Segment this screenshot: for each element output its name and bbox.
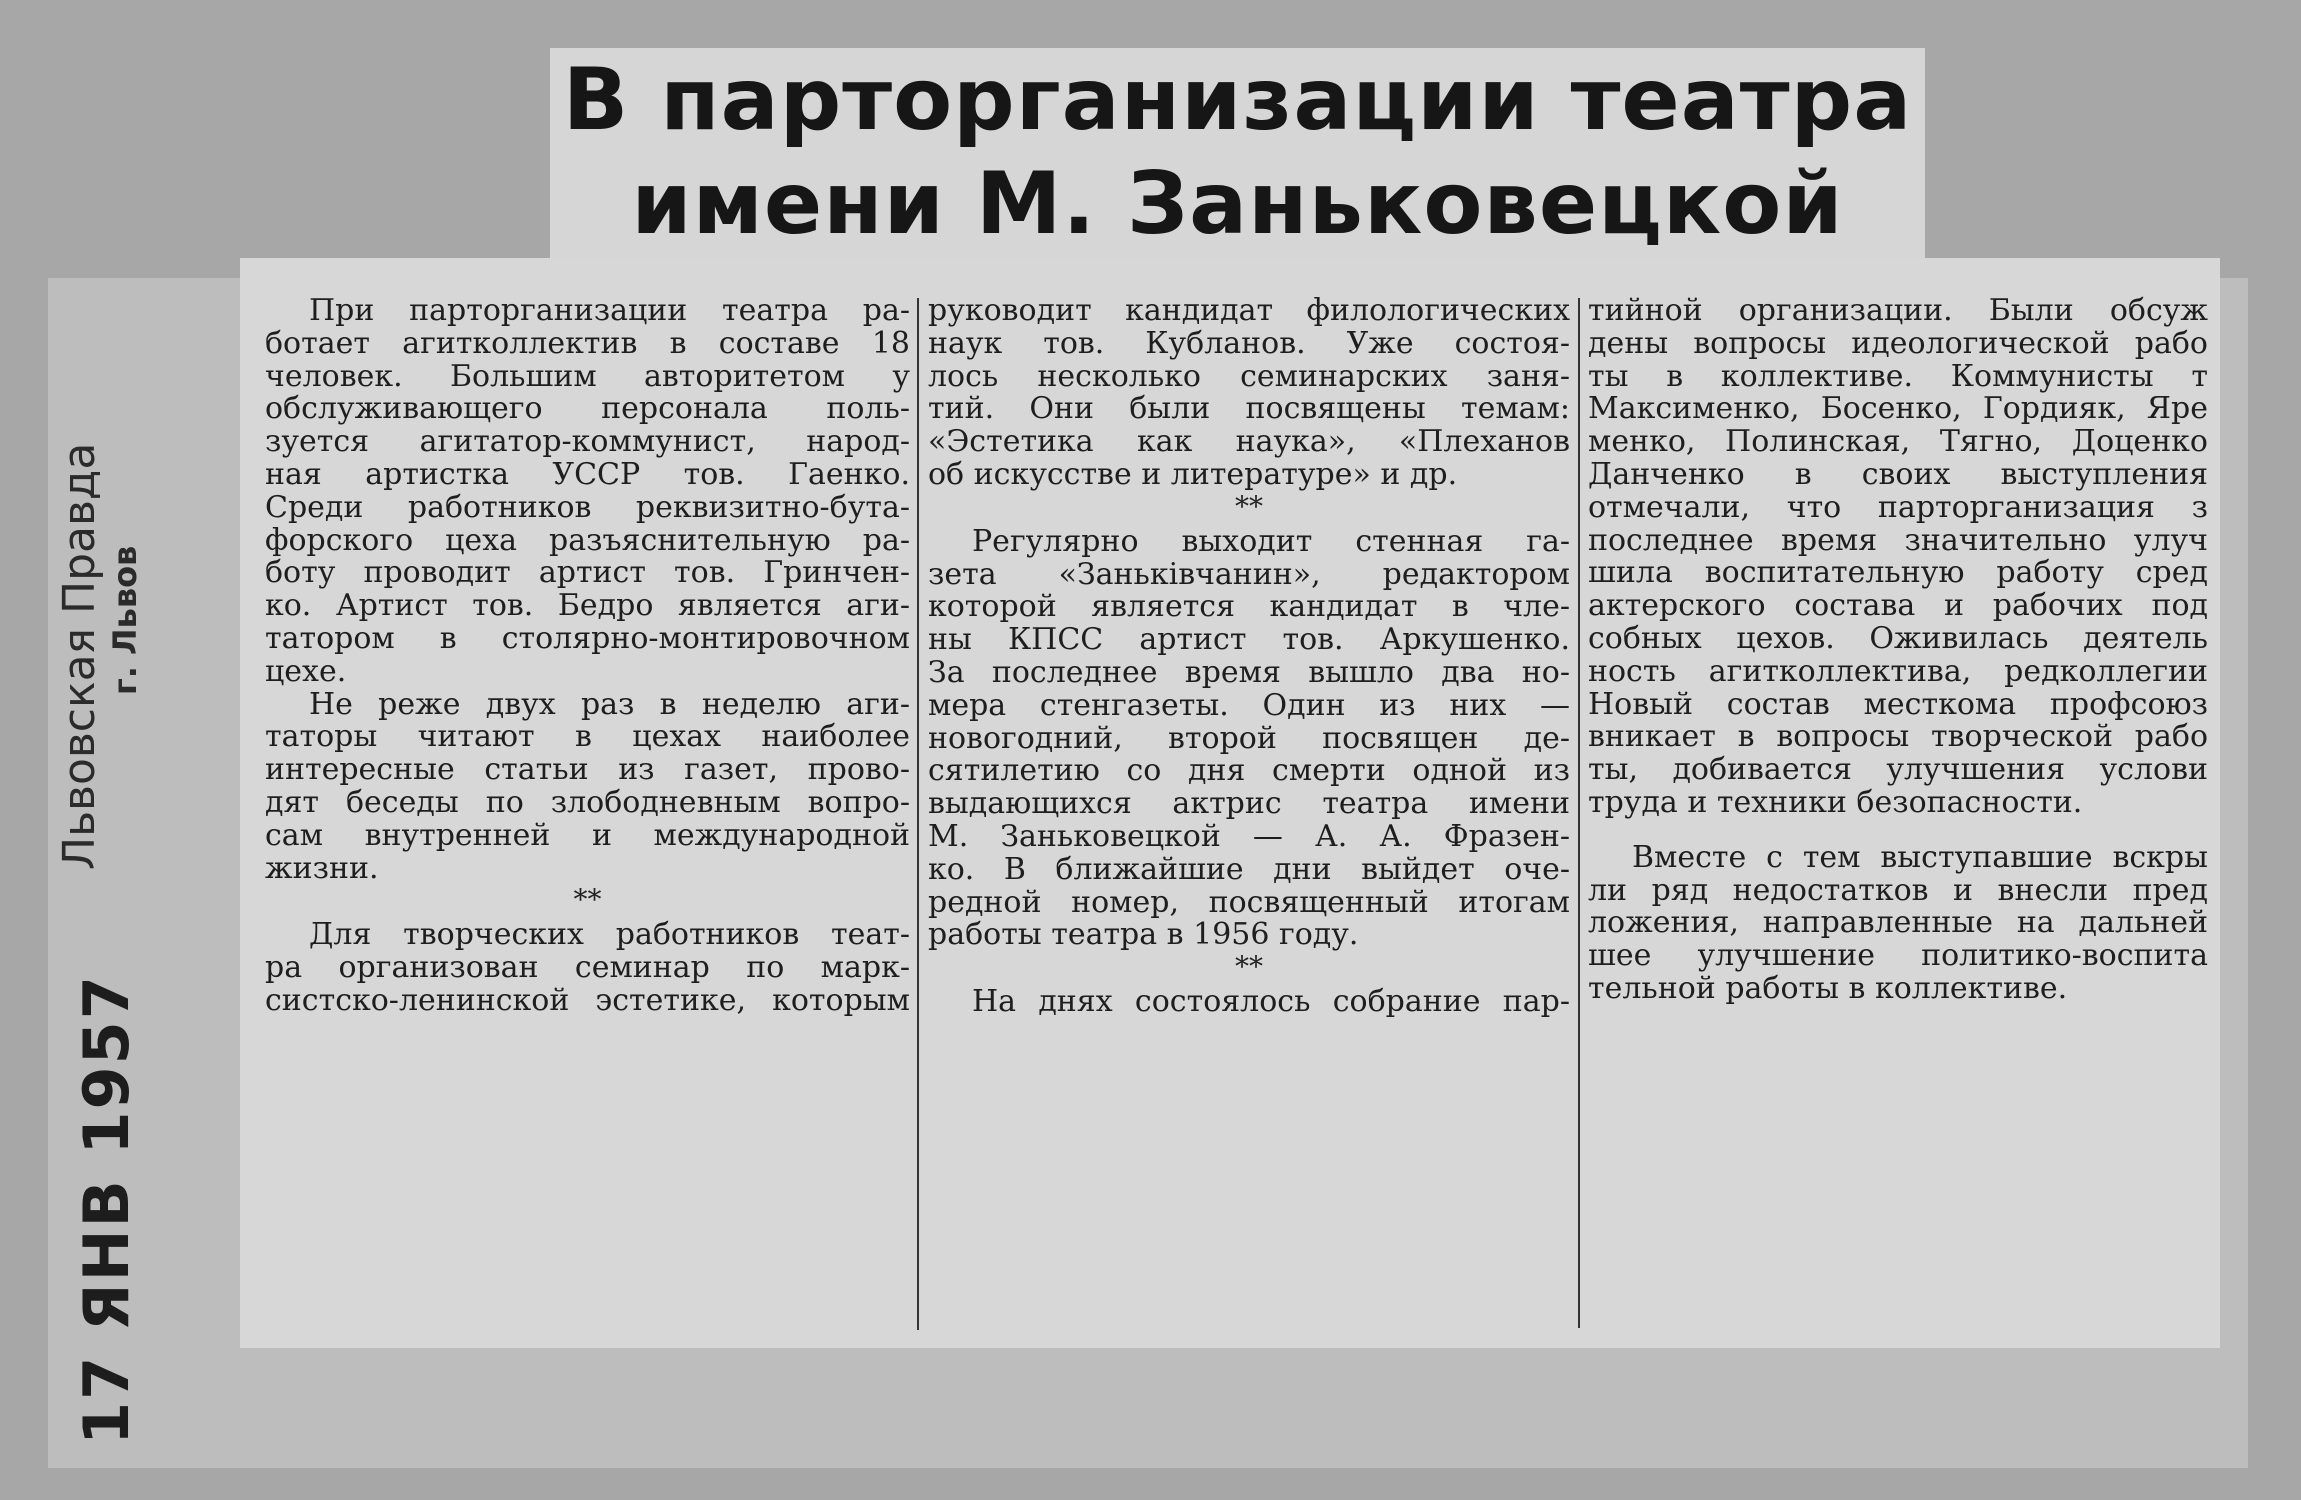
text-line: Регулярно выходит стенная га-: [972, 523, 1570, 559]
text-line: ты в коллективе. Коммунисты т: [1588, 358, 2208, 394]
text-line: сятилетию со дня смерти одной из: [928, 753, 1570, 789]
section-separator: **: [1235, 950, 1263, 984]
newspaper-name: Львовская Правда: [54, 442, 105, 870]
text-line: Не реже двух раз в неделю аги-: [309, 686, 910, 722]
text-line: таторы читают в цехах наиболее: [265, 719, 910, 755]
column-rule-2: [1578, 298, 1580, 1328]
text-line: новогодний, второй посвящен де-: [928, 720, 1570, 756]
text-line: Новый состав месткома профсоюз: [1588, 686, 2208, 722]
text-line: обслуживающего персонала поль-: [265, 391, 910, 427]
text-line: ны КПСС артист тов. Аркушенко.: [928, 622, 1570, 658]
text-line: отмечали, что парторганизация з: [1588, 489, 2208, 525]
section-separator: **: [573, 883, 602, 917]
text-line: человек. Большим авторитетом у: [265, 358, 910, 394]
text-line: наук тов. Кубланов. Уже состоя-: [928, 325, 1570, 361]
text-line: ко. В ближайшие дни выйдет оче-: [928, 851, 1570, 887]
text-line: ность агитколлектива, редколлегии: [1588, 653, 2208, 689]
text-line: зета «Заньківчанин», редактором: [928, 556, 1570, 592]
text-line: интересные статьи из газет, прово-: [265, 752, 910, 788]
text-line: редной номер, посвященный итогам: [928, 884, 1570, 920]
text-line: мера стенгазеты. Один из них —: [928, 687, 1570, 723]
text-line: ли ряд недостатков и внесли пред: [1588, 872, 2208, 908]
text-line: татором в столярно-монтировочном: [265, 620, 910, 656]
text-line: систско-ленинской эстетике, которым: [265, 982, 910, 1018]
text-line: ложения, направленные на дальней: [1588, 905, 2208, 941]
text-line: За последнее время вышло два но-: [928, 654, 1570, 690]
text-line: цехе.: [265, 653, 347, 689]
text-line: М. Заньковецкой — А. А. Фразен-: [928, 818, 1570, 854]
text-line: форского цеха разъяснительную ра-: [265, 522, 910, 558]
text-line: руководит кандидат филологических: [928, 293, 1570, 328]
text-line: «Эстетика как наука», «Плеханов: [928, 424, 1570, 460]
text-line: зуется агитатор-коммунист, народ-: [265, 424, 910, 460]
text-line: собных цехов. Оживилась деятель: [1588, 620, 2208, 656]
text-line: работы театра в 1956 году.: [928, 917, 1359, 953]
text-line: последнее время значительно улуч: [1588, 522, 2208, 558]
date-stamp-text: 17 ЯНВ 1957: [70, 974, 143, 1445]
column-rule-1: [917, 298, 919, 1330]
text-line: При парторганизации театра ра-: [309, 293, 910, 328]
text-line: дят беседы по злободневным вопро-: [265, 784, 910, 820]
text-line: ботает агитколлектив в составе 18: [265, 325, 910, 361]
text-line: тий. Они были посвящены темам:: [928, 391, 1570, 427]
newspaper-city: г. Львов: [106, 545, 144, 695]
text-line: шее улучшение политико-воспита: [1588, 938, 2208, 974]
text-line: сам внутренней и международной: [265, 817, 910, 853]
text-line: шила воспитательную работу сред: [1588, 555, 2208, 591]
text-line: Вместе с тем выступавшие вскры: [1632, 839, 2208, 875]
headline-line-2: имени М. Заньковецкой: [631, 154, 1844, 254]
text-line: ная артистка УССР тов. Гаенко.: [265, 456, 910, 492]
text-line: ты, добивается улучшения услови: [1588, 752, 2208, 788]
text-line: тийной организации. Были обсуж: [1588, 293, 2208, 328]
paragraph-gap: [1588, 820, 2208, 842]
text-line: выдающихся актрис театра имени: [928, 786, 1570, 822]
article-column-1: [265, 295, 910, 1018]
article-headline: [550, 48, 1925, 256]
article-column-3: [1588, 295, 2208, 1006]
text-line: тельной работы в коллективе.: [1588, 970, 2068, 1006]
text-line: На днях состоялось собрание пар-: [972, 984, 1570, 1020]
text-line: вникает в вопросы творческой рабо: [1588, 719, 2208, 755]
text-line: дены вопросы идеологической рабо: [1588, 325, 2208, 361]
article-column-2: [928, 295, 1570, 1019]
section-separator: **: [1235, 489, 1263, 523]
headline-line-1: В парторганизации театра: [562, 50, 1913, 150]
text-line: Максименко, Босенко, Гордияк, Яре: [1588, 391, 2208, 427]
text-line: жизни.: [265, 850, 379, 886]
text-line: Для творческих работников теат-: [309, 917, 910, 953]
text-line: ра организован семинар по марк-: [265, 950, 910, 986]
text-line: боту проводит артист тов. Гринчен-: [265, 555, 910, 591]
text-line: которой является кандидат в чле-: [928, 589, 1570, 625]
text-line: труда и техники безопасности.: [1588, 784, 2083, 820]
text-line: Среди работников реквизитно-бута-: [265, 489, 910, 525]
text-line: ко. Артист тов. Бедро является аги-: [265, 588, 910, 624]
text-line: актерского состава и рабочих под: [1588, 588, 2208, 624]
text-line: Данченко в своих выступления: [1588, 456, 2208, 492]
text-line: менко, Полинская, Тягно, Доценко: [1588, 424, 2208, 460]
text-line: об искусстве и литературе» и др.: [928, 456, 1458, 492]
text-line: лось несколько семинарских заня-: [928, 358, 1570, 394]
